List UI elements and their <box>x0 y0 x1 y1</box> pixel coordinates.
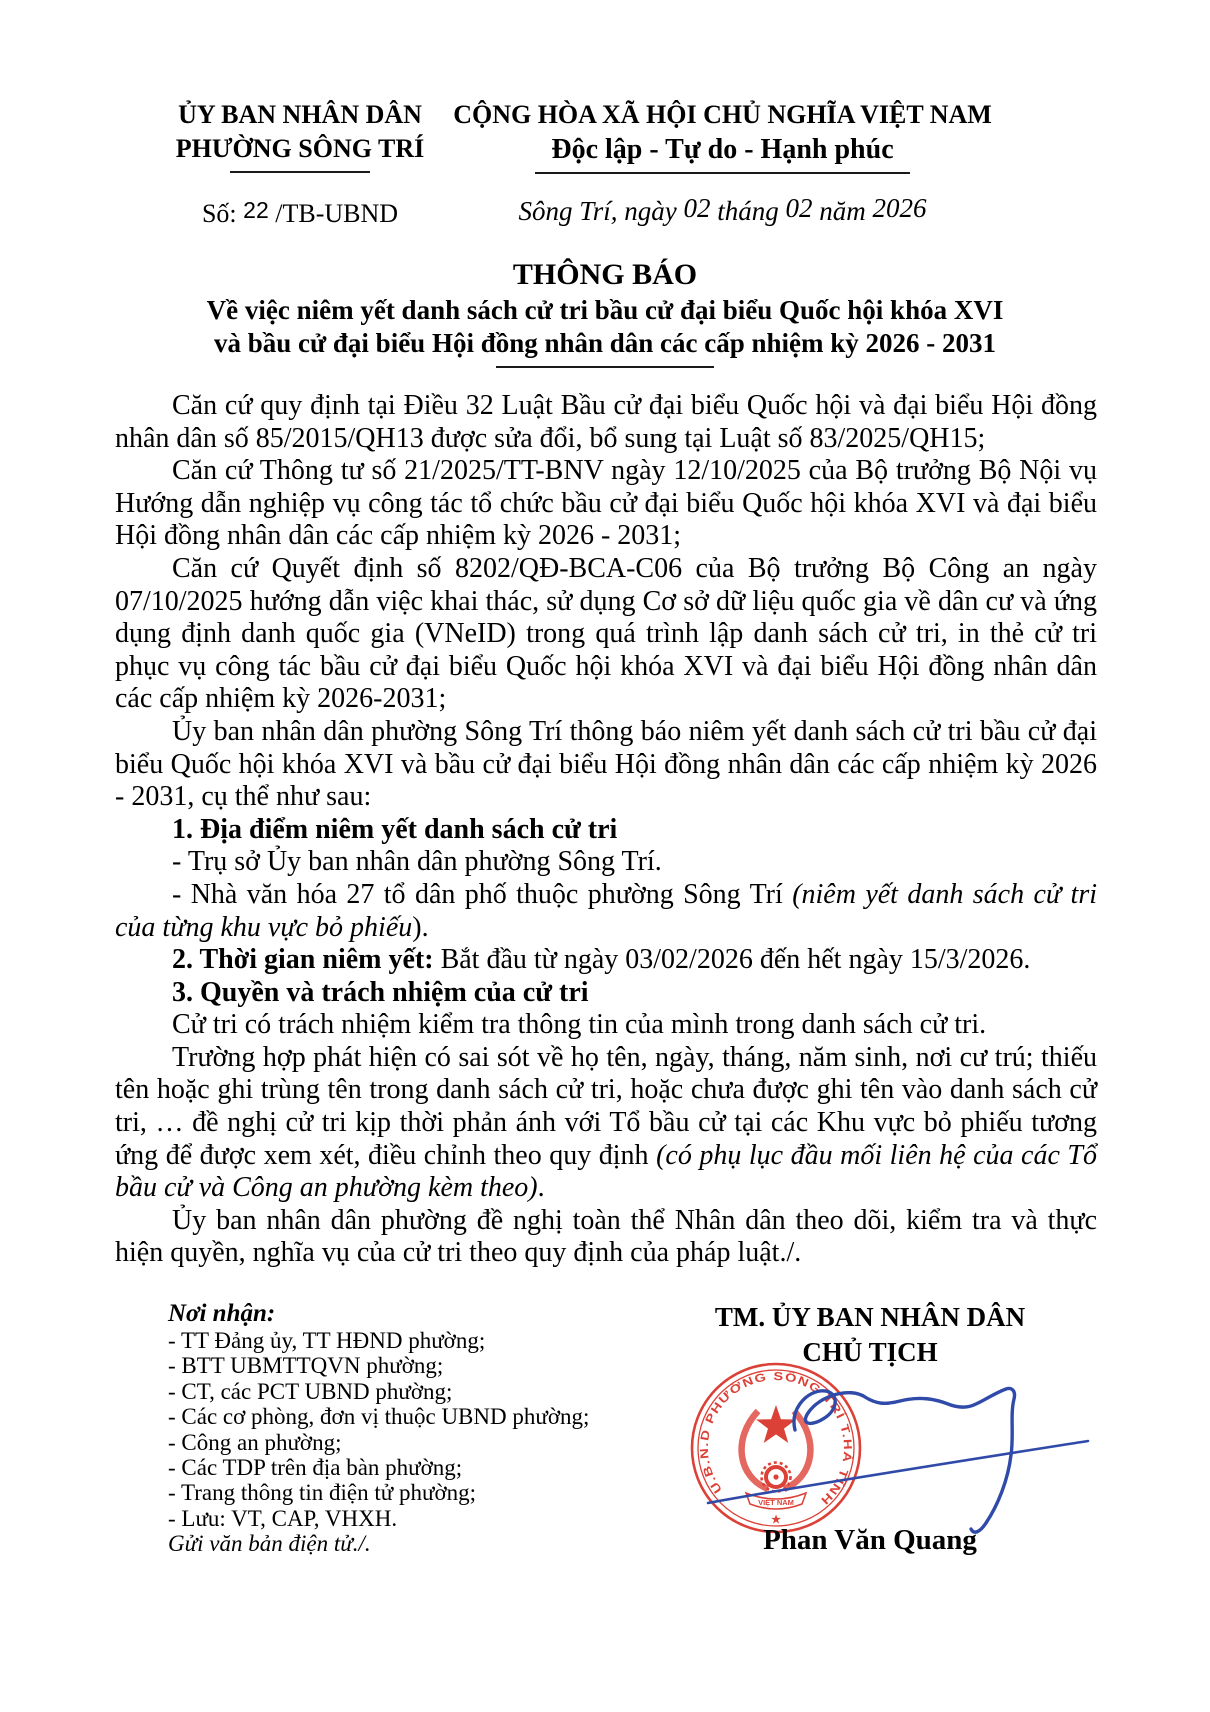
document-body <box>115 390 1097 1270</box>
title-underline <box>496 366 714 368</box>
signer-name: Phan Văn Quang <box>763 1524 977 1556</box>
official-stamp <box>692 1364 860 1532</box>
dateline-year-word: năm <box>819 196 866 226</box>
doc-type-title: THÔNG BÁO <box>512 258 698 291</box>
emblem-gear-hub <box>773 1474 778 1479</box>
paragraph-legal-basis-1: Căn cứ quy định tại Điều 32 Luật Bầu cử đại biểu Quốc hội và đại biểu Hội đồng nhân dân số 85/2015/QH13 được sửa đổi, bổ sung tại Luật số 83/2025/QH15; <box>115 390 1097 454</box>
section-3-paragraph-2-text: Trường hợp phát hiện có sai sót về họ tên, ngày, tháng, năm sinh, nơi cư trú; thiếu tên hoặc ghi trùng tên trong danh sách cử tri, hoặc chưa được ghi tên vào danh sách cử tri, … đề nghị cử tri kịp thời phản ánh với Tổ bầu cử tại các Khu vực bỏ phiếu tương ứng để được xem xét, điều chỉnh theo quy định <box>115 1041 1097 1171</box>
recipient-item: - TT Đảng ủy, TT HĐND phường; <box>168 1328 486 1353</box>
section-2-text: Bắt đầu từ ngày 03/02/2026 đến hết ngày 15/3/2026. <box>433 944 1031 976</box>
signing-authority: TM. ỦY BAN NHÂN DÂN <box>714 1302 1026 1332</box>
doc-number-suffix: /TB-UBND <box>275 199 399 228</box>
recipient-item: - Các TDP trên địa bàn phường; <box>168 1455 463 1481</box>
section-1-heading: 1. Địa điểm niêm yết danh sách cử tri <box>172 813 618 845</box>
motto-underline <box>535 172 910 174</box>
recipient-item: - Trang thông tin điện tử phường; <box>168 1480 476 1506</box>
paragraph-legal-basis-3: Căn cứ Quyết định số 8202/QĐ-BCA-C06 của Bộ trưởng Bộ Công an ngày 07/10/2025 hướng dẫn việc khai thác, sử dụng Cơ sở dữ liệu quốc gia về dân cư và ứng dụng định danh quốc gia (VNeID) trong quá trình lập danh sách cử tri, in thẻ cử tri phục vụ công tác bầu cử đại biểu Quốc hội khóa XVI và đại biểu Hội đồng nhân dân các cấp nhiệm kỳ 2026-2031; <box>115 552 1097 715</box>
subject-line-2: và bầu cử đại biểu Hội đồng nhân dân các cấp nhiệm kỳ 2026 - 2031 <box>213 328 997 358</box>
recipient-item: - Lưu: VT, CAP, VHXH. <box>168 1505 398 1531</box>
section-1-item-2-period: ). <box>412 911 429 943</box>
title-block <box>0 256 1210 368</box>
emblem-country-label: VIỆT NAM <box>758 1498 794 1507</box>
paragraph-announcement: Ủy ban nhân dân phường Sông Trí thông báo niêm yết danh sách cử tri bầu cử đại biểu Quốc hội khóa XVI và bầu cử đại biểu Hội đồng nhân dân các cấp nhiệm kỳ 2026 - 2031, cụ thể như sau: <box>115 715 1097 813</box>
dateline-day: 02 <box>683 193 711 223</box>
stamp-bottom-star-icon: ★ <box>771 1514 781 1526</box>
signature-main-stroke <box>794 1388 1015 1532</box>
handwritten-signature <box>708 1388 1088 1532</box>
emblem-star-icon <box>756 1405 796 1443</box>
closing-paragraph: Ủy ban nhân dân phường đề nghị toàn thể Nhân dân theo dõi, kiểm tra và thực hiện quyền, nghĩa vụ của cử tri theo quy định của pháp luật./. <box>115 1204 1097 1269</box>
section-3-heading: 3. Quyền và trách nhiệm của cử tri <box>172 976 589 1008</box>
dateline-year: 2026 <box>872 193 927 223</box>
stamp-arc-text: U.B.N.D PHƯỜNG SÔNG TRÍ T.HÀ TĨNH <box>698 1370 854 1506</box>
section-1-item-2 <box>115 879 1097 944</box>
national-header-block <box>450 98 995 227</box>
recipients-block <box>168 1300 638 1557</box>
dateline-month-word: tháng <box>717 196 779 226</box>
recipient-item: - Công an phường; <box>168 1429 342 1455</box>
place-dateline <box>450 193 995 227</box>
org-name: PHƯỜNG SÔNG TRÍ <box>175 134 425 163</box>
org-parent-name: ỦY BAN NHÂN DÂN <box>178 100 422 129</box>
doc-number-line <box>140 197 460 231</box>
section-1-item-1: - Trụ sở Ủy ban nhân dân phường Sông Trí. <box>172 846 662 878</box>
recipient-item: - CT, các PCT UBND phường; <box>168 1378 453 1404</box>
national-title: CỘNG HÒA XÃ HỘI CHỦ NGHĨA VIỆT NAM <box>453 100 992 129</box>
section-1-item-2-text: - Nhà văn hóa 27 tổ dân phố thuộc phường Sông Trí <box>172 878 793 910</box>
electronic-copy-note: Gửi văn bản điện tử./. <box>168 1531 371 1557</box>
doc-number-value: 22 <box>243 197 269 223</box>
section-2-line <box>115 944 1097 977</box>
dateline-place: Sông Trí, ngày <box>518 196 677 226</box>
signature-cross-stroke <box>708 1441 1088 1503</box>
signer-position: CHỦ TỊCH <box>802 1337 938 1367</box>
national-motto: Độc lập - Tự do - Hạnh phúc <box>551 134 894 165</box>
recipient-item: - Các cơ phòng, đơn vị thuộc UBND phường; <box>168 1404 590 1430</box>
recipient-item: - BTT UBMTTQVN phường; <box>168 1353 444 1379</box>
paragraph-legal-basis-2: Căn cứ Thông tư số 21/2025/TT-BNV ngày 12/10/2025 của Bộ trưởng Bộ Nội vụ Hướng dẫn nghiệp vụ công tác tổ chức bầu cử đại biểu Quốc hội khóa XVI và đại biểu Hội đồng nhân dân các cấp nhiệm kỳ 2026 - 2031; <box>115 455 1097 552</box>
section-3-paragraph-1: Cử tri có trách nhiệm kiểm tra thông tin của mình trong danh sách cử tri. <box>172 1009 987 1041</box>
section-3-paragraph-2 <box>115 1042 1097 1205</box>
doc-number-label: Số: <box>201 199 237 228</box>
national-emblem <box>742 1405 811 1509</box>
issuing-authority-block <box>140 98 460 231</box>
section-2-heading: 2. Thời gian niêm yết: <box>172 944 434 976</box>
recipients-label: Nơi nhận: <box>168 1300 276 1327</box>
section-3-paragraph-2-period: . <box>537 1172 545 1204</box>
section-1-item-2-note: (niêm yết danh sách cử tri của từng khu vực bỏ phiếu <box>115 878 1097 943</box>
org-name-underline <box>230 171 370 173</box>
subject-line-1: Về việc niêm yết danh sách cử tri bầu cử đại biểu Quốc hội khóa XVI <box>206 295 1004 325</box>
section-3-paragraph-2-note: (có phụ lục đầu mối liên hệ của các Tổ bầu cử và Công an phường kèm theo) <box>115 1139 1097 1204</box>
dateline-month: 02 <box>785 193 813 223</box>
